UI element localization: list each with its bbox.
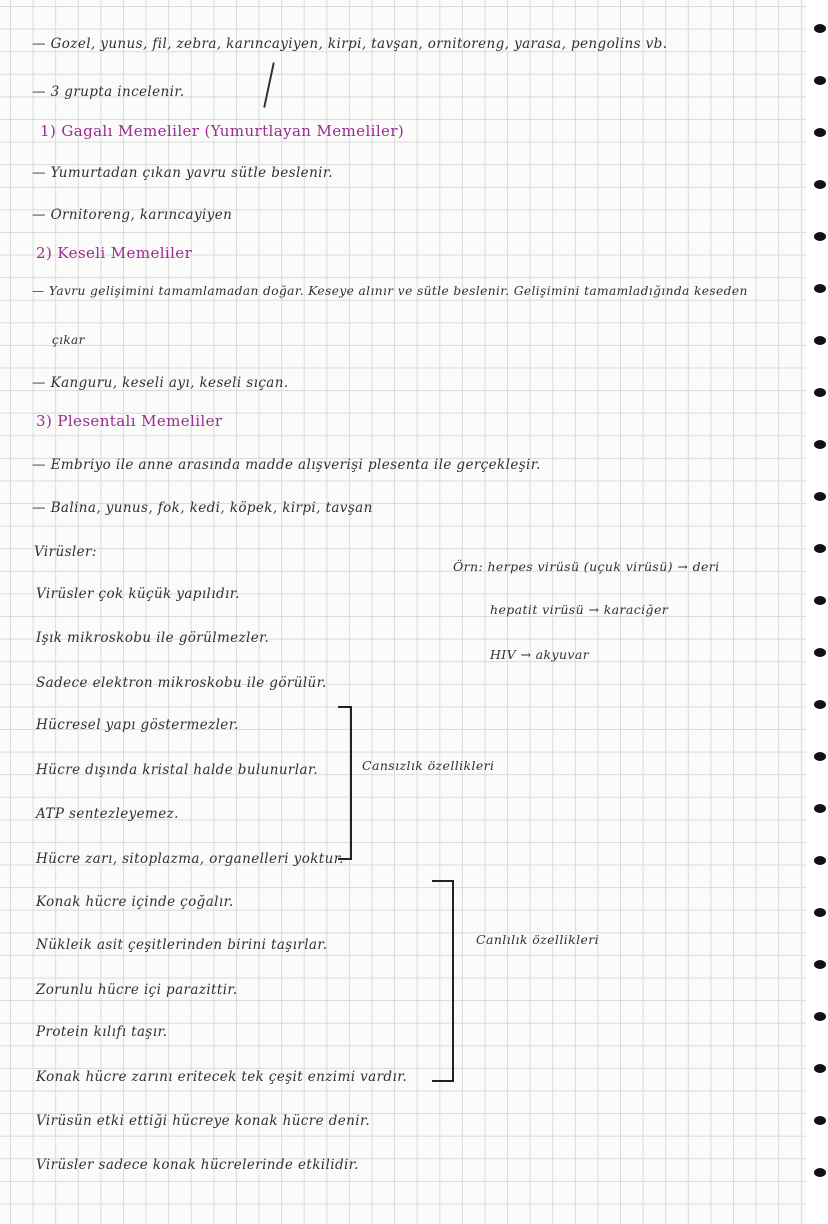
text-line: — Ornitoreng, karıncayiyen: [32, 207, 233, 223]
bracket-living: [432, 880, 454, 1082]
binder-hole: [814, 1012, 826, 1021]
binder-hole: [814, 128, 826, 137]
bracket-nonliving: [338, 706, 352, 860]
binder-hole: [814, 232, 826, 241]
text-line: — Balina, yunus, fok, kedi, köpek, kirpi, tavşan: [32, 500, 373, 516]
virus-fact: Sadece elektron mikroskobu ile görülür.: [36, 675, 327, 691]
binder-hole: [814, 648, 826, 657]
binder-hole: [814, 544, 826, 553]
binder-hole: [814, 856, 826, 865]
virus-fact: Protein kılıfı taşır.: [36, 1024, 168, 1040]
binder-hole: [814, 284, 826, 293]
text-line: çıkar: [52, 333, 85, 347]
binder-hole: [814, 700, 826, 709]
example-line: Örn: herpes virüsü (uçuk virüsü) → deri: [453, 559, 720, 574]
text-line: — Yavru gelişimini tamamlamadan doğar. Keseye alınır ve sütle beslenir. Gelişimini tamamladığında keseden: [32, 284, 748, 298]
binder-edge: [806, 0, 828, 1224]
binder-hole: [814, 492, 826, 501]
text-line: — Yumurtadan çıkan yavru sütle beslenir.: [32, 165, 333, 181]
virus-fact: Hücre dışında kristal halde bulunurlar.: [36, 762, 319, 778]
example-line: hepatit virüsü → karaciğer: [490, 602, 669, 617]
virus-fact: Nükleik asit çeşitlerinden birini taşırlar.: [36, 937, 328, 953]
binder-hole: [814, 960, 826, 969]
binder-hole: [814, 24, 826, 33]
virus-fact: Işık mikroskobu ile görülmezler.: [36, 630, 270, 646]
text-line: — 3 grupta incelenir.: [32, 84, 185, 100]
binder-hole: [814, 804, 826, 813]
section-heading: 3) Plesentalı Memeliler: [36, 412, 223, 430]
section-heading: 2) Keseli Memeliler: [36, 244, 193, 262]
virus-fact: Virüsler çok küçük yapılıdır.: [36, 586, 240, 602]
virus-fact: Zorunlu hücre içi parazittir.: [36, 982, 238, 998]
viruses-title: Virüsler:: [34, 544, 97, 560]
virus-fact: Konak hücre zarını eritecek tek çeşit enzimi vardır.: [36, 1069, 408, 1085]
virus-fact: Virüsün etki ettiği hücreye konak hücre denir.: [36, 1113, 371, 1129]
binder-hole: [814, 908, 826, 917]
binder-hole: [814, 388, 826, 397]
binder-hole: [814, 596, 826, 605]
binder-hole: [814, 76, 826, 85]
binder-hole: [814, 180, 826, 189]
virus-fact: Hücresel yapı göstermezler.: [36, 717, 239, 733]
text-line: — Gozel, yunus, fil, zebra, karıncayiyen, kirpi, tavşan, ornitoreng, yarasa, pengolins vb.: [32, 36, 668, 52]
binder-hole: [814, 1168, 826, 1177]
text-line: — Embriyo ile anne arasında madde alışverişi plesenta ile gerçekleşir.: [32, 457, 541, 473]
label-living: Canlılık özellikleri: [476, 932, 600, 947]
example-line: HIV → akyuvar: [490, 647, 590, 662]
virus-fact: Konak hücre içinde çoğalır.: [36, 894, 234, 910]
binder-hole: [814, 752, 826, 761]
pen-stroke: [263, 62, 274, 107]
virus-fact: Hücre zarı, sitoplazma, organelleri yoktur.: [36, 851, 344, 867]
binder-hole: [814, 1064, 826, 1073]
virus-fact: ATP sentezleyemez.: [36, 806, 179, 822]
label-nonliving: Cansızlık özellikleri: [362, 758, 495, 773]
section-heading: 1) Gagalı Memeliler (Yumurtlayan Memeliler): [40, 122, 405, 140]
text-line: — Kanguru, keseli ayı, keseli sıçan.: [32, 375, 289, 391]
binder-hole: [814, 336, 826, 345]
virus-fact: Virüsler sadece konak hücrelerinde etkilidir.: [36, 1157, 359, 1173]
binder-hole: [814, 1116, 826, 1125]
binder-hole: [814, 440, 826, 449]
